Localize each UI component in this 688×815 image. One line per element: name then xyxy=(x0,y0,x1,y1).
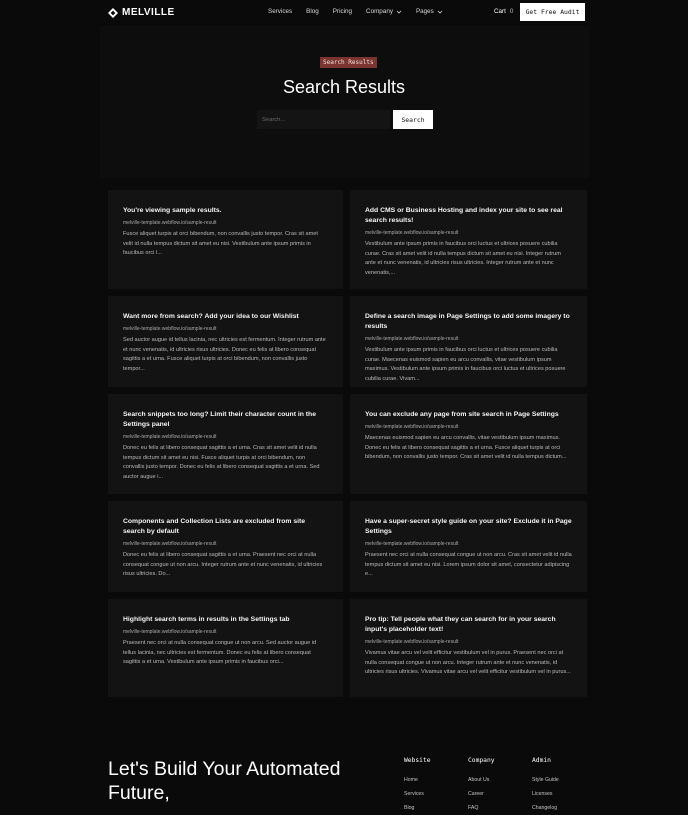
search-result-card[interactable] xyxy=(350,394,587,494)
get-free-audit-button[interactable]: Get Free Audit xyxy=(520,3,585,21)
result-title[interactable]: You can exclude any page from site search in Page Settings xyxy=(365,411,559,418)
result-description: Vivamus vitae arcu vel velit efficitur vestibulum vel in purus. Praesent nec orci at nulla consequat congue ut non arcu. Integer rutrum ante et nunc venenatis, id ultricies risus ultricies. Vivamus vitae arcu vel velit efficitur vestibulum vel in purus... xyxy=(365,650,571,676)
footer-link[interactable]: Style Guide xyxy=(532,777,559,783)
footer-link[interactable]: FAQ xyxy=(468,805,479,811)
nav-link-pages[interactable] xyxy=(416,8,443,15)
logo-icon xyxy=(108,8,118,18)
footer-column-heading: Website xyxy=(404,757,431,764)
footer-column xyxy=(404,757,431,815)
result-url: melville-template.webflow.io/sample-result xyxy=(365,541,459,547)
result-url: melville-template.webflow.io/sample-result xyxy=(123,541,217,547)
result-title[interactable]: You're viewing sample results. xyxy=(123,207,222,214)
result-description: Sed auctor augue id tellus lacinia, nec ultricies est fermentum. Integer rutrum ante et nunc venenatis, id ultricies risus ultricies. Donec eu felis at libero consequat sagittis a et urna. Fusce aliquet turpis at orci bibendum, non convallis justo tempor... xyxy=(123,337,326,372)
footer-link[interactable]: Home xyxy=(404,777,418,783)
result-url: melville-template.webflow.io/sample-result xyxy=(123,434,217,440)
result-url: melville-template.webflow.io/sample-result xyxy=(365,424,459,430)
result-title[interactable]: Want more from search? Add your idea to our Wishlist xyxy=(123,313,299,320)
result-description: Donec eu felis at libero consequat sagittis a et urna. Praesent nec orci at nulla consequat congue ut non arcu. Integer rutrum ante et nunc venenatis, id ultricies risus ultricies. Do... xyxy=(123,552,323,578)
search-result-card[interactable] xyxy=(350,296,587,387)
search-result-card[interactable] xyxy=(108,394,343,494)
search-result-card[interactable] xyxy=(108,296,343,387)
result-description: Donec eu felis at libero consequat sagittis a et urna. Cras sit amet velit id nulla tempus dictum sit amet eu nisi. Fusce aliquet turpis at orci bibendum, non convallis justo tempor. Donec eu felis at libero consequat sagittis a et urna. Sed auctor augue i... xyxy=(123,445,320,480)
footer-column-heading: Company xyxy=(468,757,495,764)
hero-section xyxy=(100,26,590,178)
result-description: Praesent nec orci at nulla consequat congue ut non arcu. Sed auctor augue id tellus lacinia, nec ultricies est fermentum. Donec eu felis at libero consequat sagittis a et urna. Vestibulum ante ipsum primis in faucibus orci... xyxy=(123,640,317,666)
result-description: Maecenas euismod sapien eu arcu convallis, vitae vestibulum ipsum maximus. Donec eu felis at libero consequat sagittis a et urna. Fusce aliquet turpis at orci bibendum, non convallis justo tempor. Cras sit amet velit id nulla tempus dictum... xyxy=(365,435,567,461)
nav-link-label: Pricing xyxy=(332,8,353,15)
search-result-card[interactable] xyxy=(350,501,587,592)
result-url: melville-template.webflow.io/sample-result xyxy=(123,629,217,635)
page-title: Search Results xyxy=(282,77,406,97)
result-description: Vestibulum ante ipsum primis in faucibus orci luctus et ultrices posuere cubilia curae. Maecenas euismod sapien eu arcu convallis, vitae vestibulum ipsum maximus. Vestibulum ante ipsum primis in faucibus orci luctus et ultrices posuere cubilia curae. Vivam... xyxy=(365,347,566,382)
hero-badge: Search Results xyxy=(320,57,377,68)
result-title[interactable]: Components and Collection Lists are excluded from site search by default xyxy=(123,518,306,535)
result-title[interactable]: Highlight search terms in results in the Settings tab xyxy=(123,616,290,623)
nav-link-label: Blog xyxy=(306,8,319,15)
search-input[interactable] xyxy=(257,110,390,129)
nav-link-pricing[interactable] xyxy=(333,8,352,15)
search-result-card[interactable] xyxy=(350,190,587,289)
nav-link-blog[interactable] xyxy=(306,8,319,15)
nav-link-label: Services xyxy=(268,8,293,15)
footer-link[interactable]: About Us xyxy=(468,777,490,783)
footer-link[interactable]: Changelog xyxy=(532,805,558,811)
result-description: Praesent nec orci at nulla consequat congue ut non arcu. Cras sit amet velit id nulla tempus dictum sit amet eu nisi. Lorem ipsum dolor sit amet, consectetur adipiscing e... xyxy=(365,552,572,578)
search-result-card[interactable] xyxy=(108,190,343,289)
result-url: melville-template.webflow.io/sample-result xyxy=(365,336,459,342)
search-result-card[interactable] xyxy=(350,599,587,697)
logo[interactable] xyxy=(108,7,175,18)
cart-link[interactable] xyxy=(494,8,513,15)
nav-links xyxy=(268,8,457,15)
search-result-card[interactable] xyxy=(108,599,343,697)
top-navbar xyxy=(0,0,688,26)
result-description: Fusce aliquet turpis at orci bibendum, non convallis justo tempor. Cras sit amet velit id nulla tempus dictum sit amet eu nisi. Vestibulum ante ipsum primis in faucibus orci l... xyxy=(123,231,318,257)
result-url: melville-template.webflow.io/sample-result xyxy=(123,220,217,226)
footer-column xyxy=(532,757,559,815)
result-title[interactable]: Add CMS or Business Hosting and index your site to see real search results! xyxy=(365,207,563,224)
result-title[interactable]: Pro tip: Tell people what they can search for in your search input's placeholder text! xyxy=(365,616,556,633)
nav-link-company[interactable] xyxy=(366,8,402,15)
footer-link[interactable]: Career xyxy=(468,791,484,797)
footer-column xyxy=(468,757,495,815)
result-url: melville-template.webflow.io/sample-result xyxy=(365,230,459,236)
result-url: melville-template.webflow.io/sample-result xyxy=(365,639,459,645)
result-url: melville-template.webflow.io/sample-result xyxy=(123,326,217,332)
footer-column-heading: Admin xyxy=(532,757,551,764)
nav-link-label: Company xyxy=(366,8,393,15)
cart-label: Cart xyxy=(494,8,506,15)
nav-link-label: Pages xyxy=(415,8,434,15)
result-title[interactable]: Define a search image in Page Settings to add some imagery to results xyxy=(365,313,570,330)
chevron-down-icon xyxy=(396,9,402,15)
search-result-card[interactable] xyxy=(108,501,343,592)
nav-link-services[interactable] xyxy=(268,8,292,15)
footer-cta-heading: Let's Build Your Automated Future, xyxy=(108,758,341,804)
cart-count: 0 xyxy=(509,8,514,15)
result-title[interactable]: Have a super-secret style guide on your site? Exclude it in Page Settings xyxy=(365,518,572,535)
footer-link[interactable]: Licenses xyxy=(532,791,553,797)
result-title[interactable]: Search snippets too long? Limit their character count in the Settings panel xyxy=(123,411,316,428)
logo-text: MELVILLE xyxy=(122,7,175,18)
search-button[interactable]: Search xyxy=(393,110,433,129)
chevron-down-icon xyxy=(437,9,443,15)
result-description: Vestibulum ante ipsum primis in faucibus orci luctus et ultrices posuere cubilia curae. Cras sit amet velit id nulla tempus dictum sit amet eu nisi. Integer rutrum ante et nunc venenatis, id ultricies risus ultricies. Integer rutrum ante et nunc venenatis,... xyxy=(365,241,561,276)
footer-link[interactable]: Blog xyxy=(404,805,415,811)
footer-link[interactable]: Services xyxy=(404,791,424,797)
